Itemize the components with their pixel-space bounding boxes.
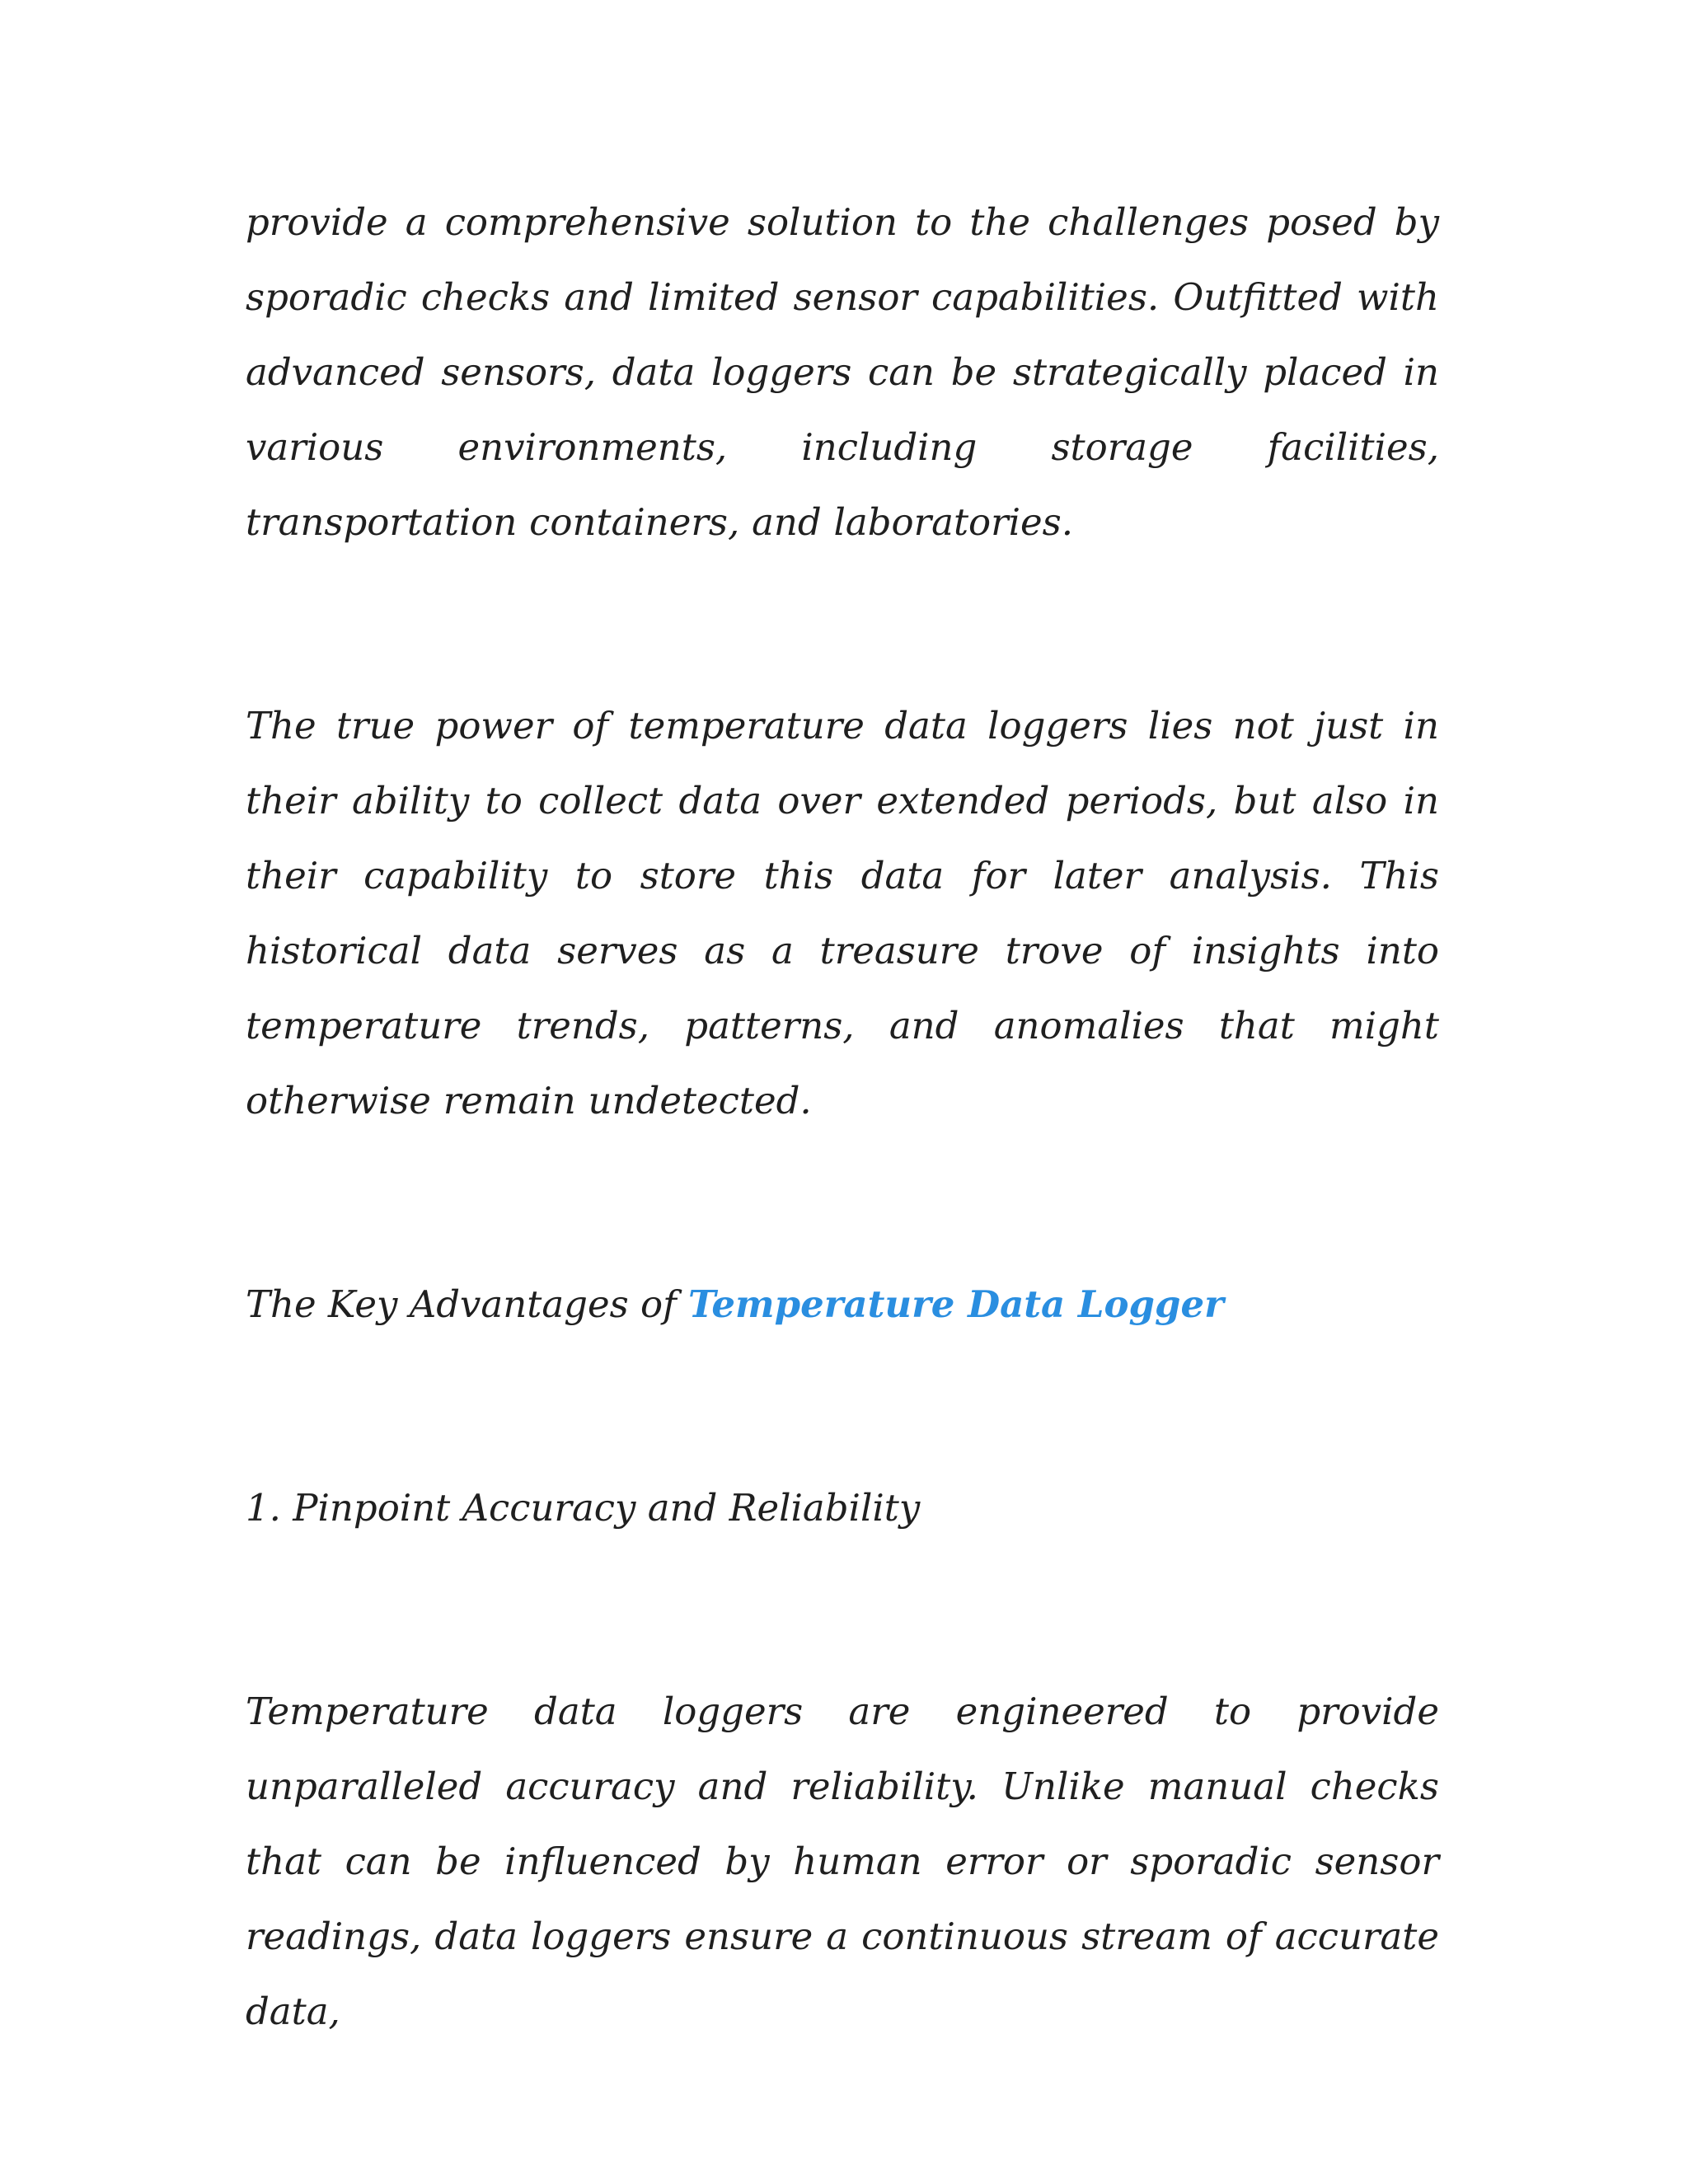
- article-body: [246, 185, 1439, 2049]
- section-heading: [246, 1267, 1439, 1342]
- section-heading-prefix: The Key Advantages of: [246, 1282, 689, 1326]
- paragraph-historical-data: The true power of temperature data loggers lies not just in their ability to collect data over extended periods, but also in their capability to store this data for later analysis. This historical data serves as a treasure trove of insights into temperature trends, patterns, and anomalies that might otherwise remain undetected.: [246, 704, 1439, 1122]
- paragraph-spacer: [246, 1342, 1439, 1470]
- paragraph-sensors: provide a comprehensive solution to the challenges posed by sporadic checks and limited sensor capabilities. Outfitted with advanced sensors, data loggers can be strategically placed in various environments, including storage facilities, transportation containers, and laboratories.: [246, 200, 1439, 544]
- temperature-data-logger-link[interactable]: Temperature Data Logger: [688, 1282, 1224, 1326]
- paragraph-accuracy: Temperature data loggers are engineered to provide unparalleled accuracy and reliability. Unlike manual checks that can be influenced by human error or sporadic sensor readings, data loggers ensure a continuous stream of accurate data,: [246, 1690, 1439, 2033]
- paragraph-spacer: [246, 1545, 1439, 1674]
- paragraph-spacer: [246, 560, 1439, 688]
- subheading-accuracy: 1. Pinpoint Accuracy and Reliability: [246, 1486, 921, 1530]
- paragraph-spacer: [246, 1138, 1439, 1267]
